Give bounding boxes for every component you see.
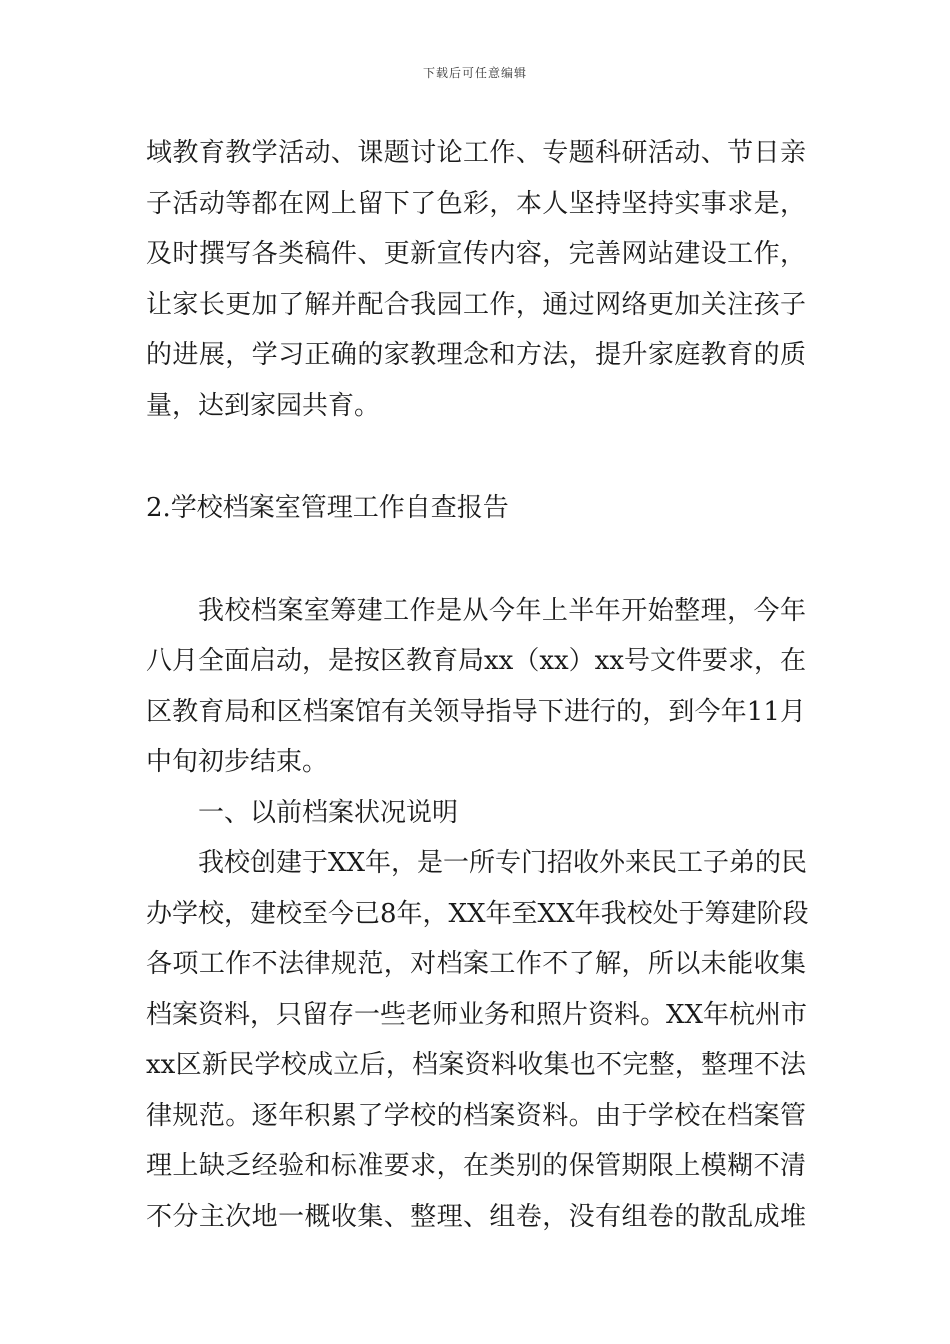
text-line: 我校档案室筹建工作是从今年上半年开始整理，今年 <box>198 595 806 626</box>
page-header: 下载后可任意编辑 <box>422 66 527 80</box>
paragraph-history <box>146 838 809 1242</box>
text-line: 域教育教学活动、课题讨论工作、专题科研活动、节日亲 <box>146 138 806 168</box>
document-body <box>146 128 809 1242</box>
text-line: 档案资料，只留存一些老师业务和照片资料。XX年杭州市 <box>146 999 808 1030</box>
text-line: 办学校，建校至今已8年，XX年至XX年我校处于筹建阶段 <box>146 898 809 929</box>
paragraph-continuation <box>146 128 806 431</box>
text-line: 中旬初步结束。 <box>146 747 329 777</box>
text-line: 八月全面启动，是按区教育局xx（xx）xx号文件要求，在 <box>146 646 806 676</box>
text-line: 我校创建于XX年，是一所专门招收外来民工子弟的民 <box>198 848 808 878</box>
text-line: 子活动等都在网上留下了色彩，本人坚持坚持实事求是， <box>146 188 806 219</box>
spacer <box>146 534 806 586</box>
text-line: 的进展，学习正确的家教理念和方法，提升家庭教育的质 <box>146 340 806 370</box>
text-line: 量，达到家园共育。 <box>146 390 381 421</box>
spacer <box>146 431 806 483</box>
text-line: 区教育局和区档案馆有关领导指导下进行的，到今年11月 <box>146 696 806 727</box>
text-line: 不分主次地一概收集、整理、组卷，没有组卷的散乱成堆 <box>146 1201 806 1232</box>
text-line: 律规范。逐年积累了学校的档案资料。由于学校在档案管 <box>146 1100 806 1131</box>
text-line: 各项工作不法律规范，对档案工作不了解，所以未能收集 <box>146 949 806 979</box>
subheading: 一、以前档案状况说明 <box>198 797 459 828</box>
paragraph-intro <box>146 586 806 788</box>
text-line: 理上缺乏经验和标准要求，在类别的保管期限上模糊不清 <box>146 1151 806 1181</box>
text-line: 及时撰写各类稿件、更新宣传内容，完善网站建设工作， <box>146 239 806 269</box>
text-line: xx区新民学校成立后，档案资料收集也不完整，整理不法 <box>146 1050 806 1080</box>
section-title: 2.学校档案室管理工作自查报告 <box>146 493 509 523</box>
text-line: 让家长更加了解并配合我园工作，通过网络更加关注孩子 <box>146 289 806 320</box>
